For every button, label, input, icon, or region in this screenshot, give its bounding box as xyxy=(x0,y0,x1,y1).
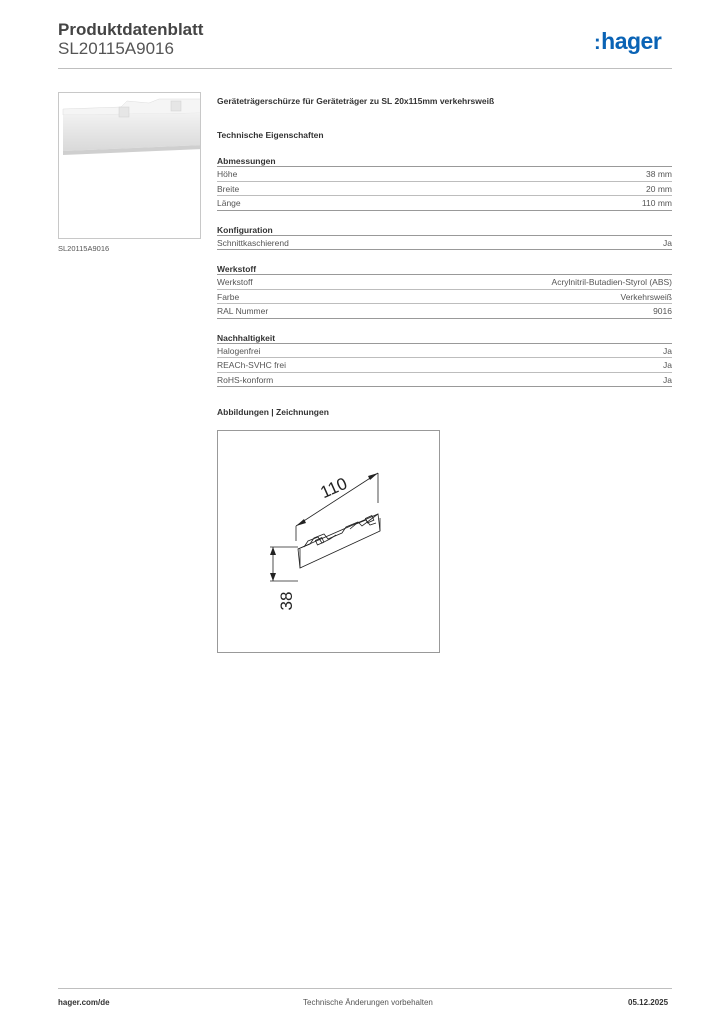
spec-row xyxy=(217,275,672,290)
footer-date: 05.12.2025 xyxy=(628,998,669,1007)
spec-value: Verkehrsweiß xyxy=(620,291,672,302)
spec-label: REACh-SVHC frei xyxy=(217,360,286,370)
section-title: Konfiguration xyxy=(217,225,672,236)
spec-value: 110 mm xyxy=(641,198,672,208)
section-nachhaltigkeit xyxy=(217,333,672,388)
technical-drawing xyxy=(217,430,440,653)
spec-row xyxy=(217,167,672,182)
dimension-drawing-icon xyxy=(218,431,439,652)
section-konfiguration xyxy=(217,225,672,251)
spec-label: Farbe xyxy=(217,291,240,302)
thumbnail-caption: SL20115A9016 xyxy=(58,244,110,253)
section-title: Werkstoff xyxy=(217,264,672,275)
footer-divider xyxy=(58,988,672,989)
spec-label: Höhe xyxy=(217,169,238,179)
footer-notice: Technische Änderungen vorbehalten xyxy=(303,998,433,1007)
page-title: Produktdatenblatt xyxy=(58,20,204,39)
spec-row xyxy=(217,358,672,373)
spec-value: 38 mm xyxy=(646,169,672,179)
product-image xyxy=(58,92,201,239)
drawings-heading: Abbildungen | Zeichnungen xyxy=(217,407,329,417)
spec-value: Acrylnitril-Butadien-Styrol (ABS) xyxy=(551,277,672,287)
spec-column xyxy=(217,96,672,417)
product-title: Geräteträgerschürze für Geräteträger zu SL 20x115mm verkehrsweiß xyxy=(217,96,495,106)
spec-row xyxy=(217,304,672,319)
spec-row xyxy=(217,344,672,359)
spec-label: Länge xyxy=(217,198,241,208)
spec-label: Werkstoff xyxy=(217,277,253,287)
spec-label: RoHS-konform xyxy=(217,374,274,385)
hager-logo: :hager xyxy=(594,28,662,54)
tech-heading: Technische Eigenschaften xyxy=(217,130,324,140)
spec-row xyxy=(217,236,672,251)
spec-label: RAL Nummer xyxy=(217,306,269,316)
spec-label: Schnittkaschierend xyxy=(217,237,289,248)
spec-label: Halogenfrei xyxy=(217,345,261,356)
logo-text: hager xyxy=(601,28,662,54)
spec-row xyxy=(217,373,672,388)
spec-value: Ja xyxy=(663,345,672,356)
height-label: 38 xyxy=(277,591,296,611)
section-werkstoff xyxy=(217,264,672,319)
section-title: Nachhaltigkeit xyxy=(217,333,672,344)
spec-value: Ja xyxy=(663,374,672,385)
footer-website: hager.com/de xyxy=(58,998,110,1007)
article-number: SL20115A9016 xyxy=(58,39,174,58)
spec-row xyxy=(217,182,672,197)
spec-value: 9016 xyxy=(653,306,672,316)
spec-value: Ja xyxy=(663,360,672,370)
section-abmessungen xyxy=(217,156,672,211)
spec-value: Ja xyxy=(663,237,672,248)
section-title: Abmessungen xyxy=(217,156,672,167)
product-photo-icon xyxy=(59,93,201,239)
header-divider xyxy=(58,68,672,69)
spec-value: 20 mm xyxy=(646,183,672,194)
spec-row xyxy=(217,196,672,211)
spec-row xyxy=(217,290,672,305)
length-label: 110 xyxy=(317,473,351,503)
spec-label: Breite xyxy=(217,183,240,194)
